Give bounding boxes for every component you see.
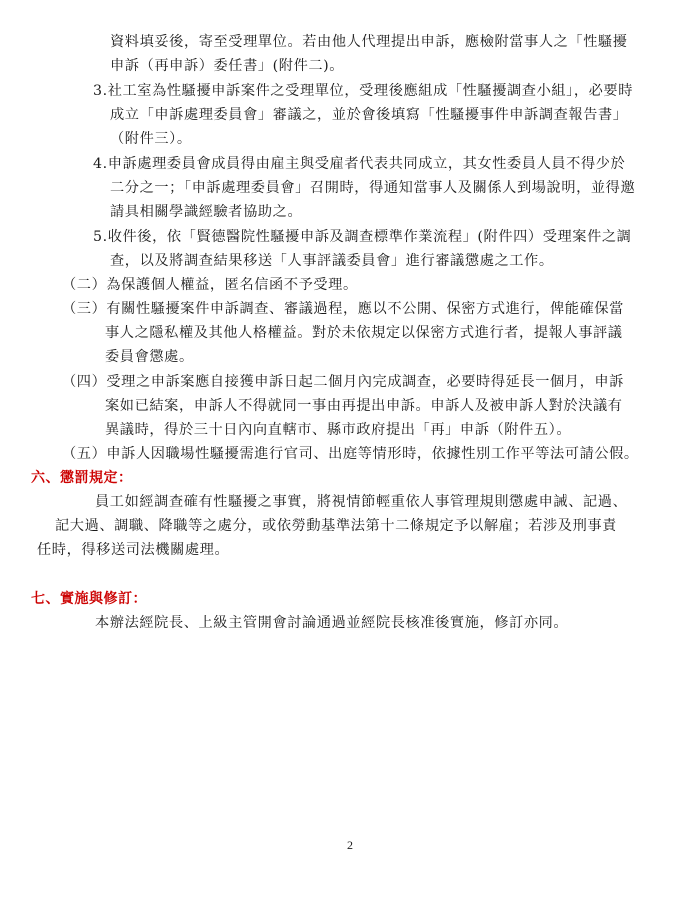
text-line: 查，以及將調查結果移送「人事評議委員會」進行審議懲處之工作。	[110, 253, 554, 269]
text-line: 成立「申訴處理委員會」審議之，並於會後填寫「性騷擾事件申訴調查報告書」	[110, 107, 628, 123]
section-item-2: （二）為保護個人權益，匿名信函不予受理。	[62, 277, 358, 293]
text-line: 資料填妥後，寄至受理單位。若由他人代理提出申訴，應檢附當事人之「性騷擾	[110, 34, 628, 50]
text-line: 申訴（再申訴）委任書」(附件二)。	[110, 58, 345, 74]
list-item-4: 4.申訴處理委員會成員得由雇主與受雇者代表共同成立，其女性委員人員不得少於	[93, 156, 626, 172]
text-line: 案如已結案，申訴人不得就同一事由再提出申訴。申訴人及被申訴人對於決議有	[105, 398, 623, 414]
text-line: 委員會懲處。	[105, 349, 194, 365]
text-line: 異議時，得於三十日內向直轄市、縣市政府提出「再」申訴（附件五）。	[105, 422, 572, 438]
heading-penalty: 六、懲罰規定：	[31, 470, 133, 486]
text-line: 請具相關學識經驗者協助之。	[110, 204, 303, 220]
list-item-3: 3.社工室為性騷擾申訴案件之受理單位，受理後應組成「性騷擾調查小組」，必要時	[93, 83, 633, 99]
heading-implementation: 七、實施與修訂：	[31, 591, 147, 607]
paragraph-line: 記大過、調職、降職等之處分，或依勞動基準法第十二條規定予以解雇；若涉及刑事責	[55, 518, 617, 534]
text-line: （附件三）。	[110, 131, 192, 147]
section-item-3: （三）有關性騷擾案件申訴調查、審議過程，應以不公開、保密方式進行，俾能確保當	[62, 301, 624, 317]
section-item-4: （四）受理之申訴案應自接獲申訴日起二個月內完成調查，必要時得延長一個月，申訴	[62, 374, 624, 390]
paragraph-line: 本辦法經院長、上級主管開會討論通過並經院長核准後實施，修訂亦同。	[95, 615, 569, 631]
paragraph-line: 員工如經調查確有性騷擾之事實，將視情節輕重依人事管理規則懲處申誡、記過、	[95, 494, 628, 510]
text-line: 二分之一；「申訴處理委員會」召開時，得通知當事人及關係人到場說明，並得邀	[110, 180, 636, 196]
paragraph-line: 任時，得移送司法機關處理。	[37, 542, 230, 558]
section-item-5: （五）申訴人因職場性騷擾需進行官司、出庭等情形時，依據性別工作平等法可請公假。	[62, 446, 639, 462]
text-line: 事人之隱私權及其他人格權益。對於未依規定以保密方式進行者，提報人事評議	[105, 325, 623, 341]
list-item-5: 5.收件後，依「賢德醫院性騷擾申訴及調查標準作業流程」(附件四）受理案件之調	[93, 229, 632, 245]
page-number: 2	[347, 838, 353, 852]
